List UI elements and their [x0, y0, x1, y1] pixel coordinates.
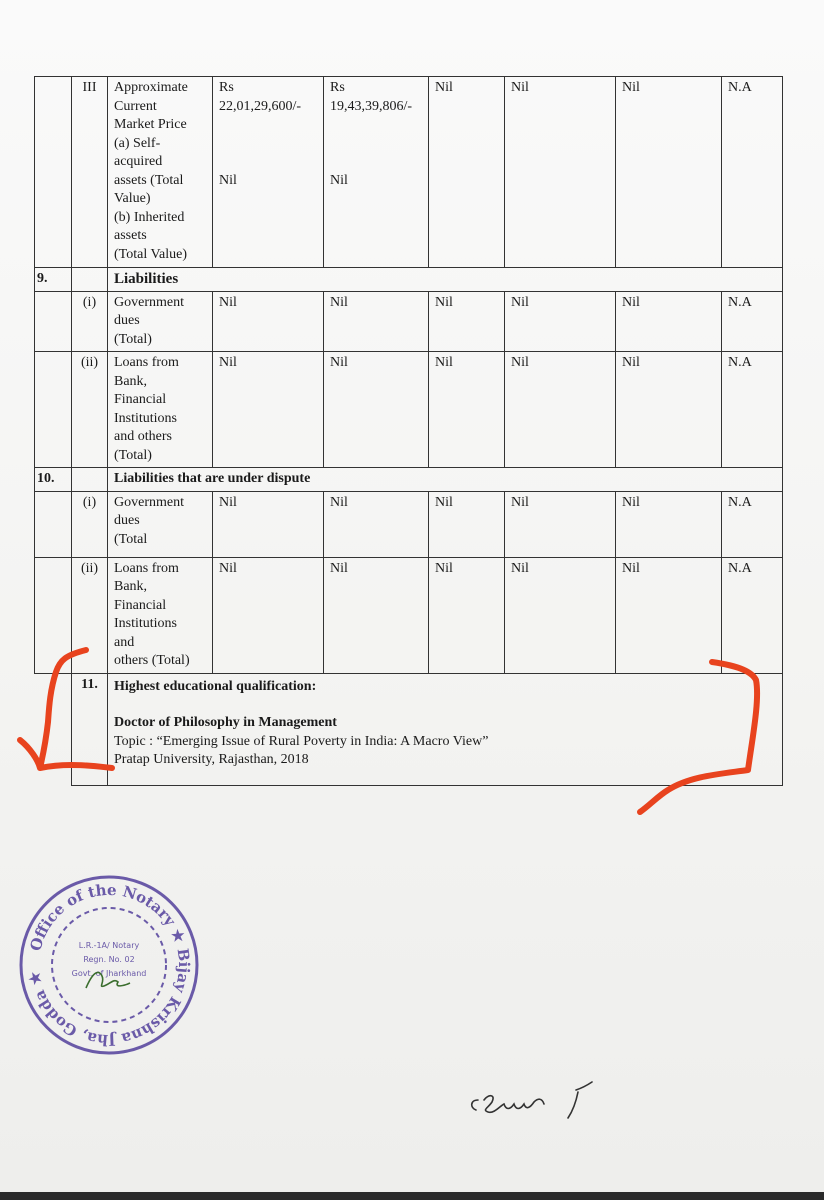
table-row-10-ii	[35, 557, 783, 673]
row-number-cell	[35, 491, 72, 557]
value-cell-3: Nil	[429, 491, 505, 557]
table-row-9-i	[35, 291, 783, 352]
row-subnumber: III	[72, 77, 108, 268]
row-label: Approximate Current Market Price (a) Self- acquired assets (Total Value) (b) Inherited assets (Total Value)	[108, 77, 213, 268]
section-9-header-row	[35, 268, 783, 292]
section-title: Liabilities that are under dispute	[108, 468, 783, 492]
education-heading: Highest educational qualification:	[114, 678, 317, 694]
row-subnumber: (ii)	[72, 557, 108, 673]
value-cell-5: Nil	[616, 77, 722, 268]
empty-cell	[72, 268, 108, 292]
handwritten-signature	[458, 1050, 618, 1140]
value-cell-3: Nil	[429, 291, 505, 352]
value-cell-1: Nil	[213, 557, 324, 673]
stamp-line-3: Govt. of Jharkhand	[71, 969, 147, 978]
value-cell-6: N.A	[722, 77, 783, 268]
value-cell-2: Nil	[324, 352, 429, 468]
value-cell-5: Nil	[616, 352, 722, 468]
value-cell-3: Nil	[429, 77, 505, 268]
value-cell-1: Rs 22,01,29,600/- Nil	[213, 77, 324, 268]
row-subnumber: (ii)	[72, 352, 108, 468]
value-cell-6: N.A	[722, 557, 783, 673]
row-subnumber: (i)	[72, 291, 108, 352]
row-number-cell	[35, 352, 72, 468]
value-cell-1: Nil	[213, 291, 324, 352]
scan-bottom-edge	[0, 1192, 824, 1200]
value-cell-6: N.A	[722, 352, 783, 468]
education-cell	[108, 673, 783, 785]
row-label: Loans from Bank, Financial Institutions and others (Total)	[108, 352, 213, 468]
thesis-topic: Topic : “Emerging Issue of Rural Poverty in India: A Macro View”	[114, 733, 489, 749]
row-number-cell	[35, 291, 72, 352]
stamp-line-2: Regn. No. 02	[83, 955, 135, 964]
row-number-cell	[35, 673, 72, 785]
value-cell-2: Nil	[324, 557, 429, 673]
value-cell-1: Nil	[213, 352, 324, 468]
value-cell-5: Nil	[616, 491, 722, 557]
empty-cell	[72, 468, 108, 492]
row-number-cell	[35, 557, 72, 673]
stamp-line-1: L.R.-1A/ Notary	[78, 941, 140, 950]
value-cell-4: Nil	[505, 77, 616, 268]
notary-stamp	[14, 870, 204, 1060]
value-cell-4: Nil	[505, 352, 616, 468]
value-cell-3: Nil	[429, 352, 505, 468]
row-label: Government dues (Total	[108, 491, 213, 557]
row-label: Government dues (Total)	[108, 291, 213, 352]
section-number: 11.	[72, 673, 108, 785]
assets-liabilities-table	[34, 76, 783, 786]
value-cell-2: Nil	[324, 291, 429, 352]
value-cell-2: Nil	[324, 491, 429, 557]
value-cell-4: Nil	[505, 557, 616, 673]
value-cell-4: Nil	[505, 491, 616, 557]
value-cell-6: N.A	[722, 291, 783, 352]
value-cell-5: Nil	[616, 557, 722, 673]
value-cell-6: N.A	[722, 491, 783, 557]
university-text: Pratap University, Rajasthan, 2018	[114, 752, 309, 767]
table-row-9-ii	[35, 352, 783, 468]
value-cell-5: Nil	[616, 291, 722, 352]
section-11-row	[35, 673, 783, 785]
degree-text: Doctor of Philosophy in Management	[114, 715, 337, 730]
table-row-10-i	[35, 491, 783, 557]
stamp-ring-text: Office of the Notary ★ Bijay Krishna Jha, Godda ★	[25, 880, 194, 1050]
row-number-cell	[35, 77, 72, 268]
value-cell-1: Nil	[213, 491, 324, 557]
value-cell-4: Nil	[505, 291, 616, 352]
table-row-iii	[35, 77, 783, 268]
value-cell-3: Nil	[429, 557, 505, 673]
row-label: Loans from Bank, Financial Institutions and others (Total)	[108, 557, 213, 673]
value-cell-2: Rs 19,43,39,806/- Nil	[324, 77, 429, 268]
section-number: 10.	[35, 468, 72, 492]
row-subnumber: (i)	[72, 491, 108, 557]
section-title: Liabilities	[108, 268, 783, 292]
section-number: 9.	[35, 268, 72, 292]
section-10-header-row	[35, 468, 783, 492]
